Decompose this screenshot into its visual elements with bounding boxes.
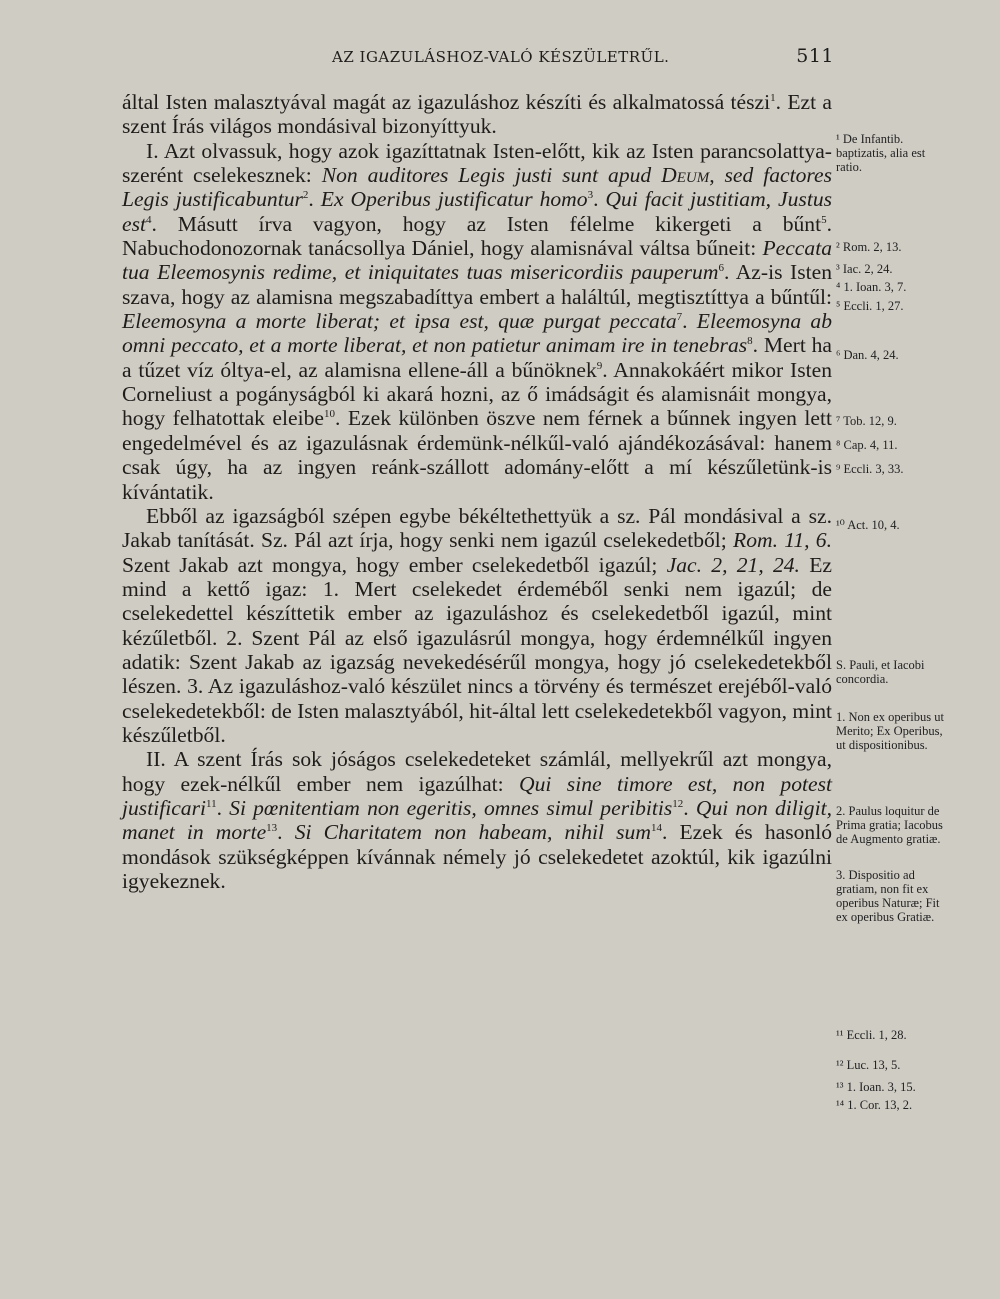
margin-note: ⁹ Eccli. 3, 33. <box>836 462 904 476</box>
text-run: . Ezek különben öszve nem férnek a bűnnek ingyen lett engedelmével és az igazulásnak érdemünk-nélkűl-való ajándékozásával: hanem csak úgy, ha az ingyen reánk-szállott adomány-előtt a mí készűletünk-is kívántatik. <box>122 406 832 504</box>
margin-note: ¹⁰ Act. 10, 4. <box>836 518 900 532</box>
text-run: . Nabuchodonozornak tanácsollya Dániel, hogy alamisnával váltsa bűneit: <box>122 211 832 261</box>
margin-note: 1. Non ex operibus ut Merito; Ex Operibus, ut dispositionibus. <box>836 710 944 752</box>
text-run: I. Azt olvassuk, hogy azok igazíttatnak Isten-előtt, kik az Isten parancsolattya-szerént cselekesznek: <box>122 138 832 188</box>
footnote-ref: 5 <box>821 213 827 226</box>
small-caps-word: Deum <box>661 163 710 188</box>
footnote-ref: 9 <box>596 359 603 372</box>
text-run: . Ezek és hasonló mondások szükségképpen kívánnak némely jó cselekedetet azoktúl, kik igazúlni igyekeznek. <box>122 820 832 893</box>
footnote-ref: 10 <box>323 408 335 421</box>
margin-note: ⁶ Dan. 4, 24. <box>836 348 899 362</box>
margin-note: ¹³ 1. Ioan. 3, 15. <box>836 1080 916 1094</box>
footnote-ref: 8 <box>747 335 753 348</box>
paragraph-1 <box>122 90 832 139</box>
footnote-ref: 13 <box>266 822 278 835</box>
text-run: . Másutt írva vagyon, hogy az Isten félelme kikergeti a bűnt <box>151 211 822 236</box>
text-run: Ez mind a kettő igaz: 1. Mert cselekedet érdeméből senki nem igazúl; de cselekedettel készíttetik ember az igazuláshoz és cselekedetből igazúl, mint kézűletből. 2. Szent Pál az első igazulásrúl mongya, hogy érdemnélkűl ingyen adatik: Szent Jakab az igazság nevekedésérűl mongya, hogy jó cselekedetekből lészen. 3. Az igazuláshoz-való készület nincs a törvény és természet erejéből-való cselekedetekből: de Isten malasztyából, hit-által lett cselekedetekből vagyon, mint készűletből. <box>122 552 832 747</box>
latin-quote: Non auditores Legis justi sunt apud <box>321 163 662 188</box>
citation: Rom. 11, 6. <box>733 528 832 553</box>
text-run: . <box>682 309 697 334</box>
margin-note: ⁴ 1. Ioan. 3, 7. <box>836 280 907 294</box>
margin-note: S. Pauli, et Iacobi concordia. <box>836 658 925 686</box>
footnote-ref: 1 <box>770 92 776 104</box>
text-run: . Az-is Isten szava, hogy az alamisna megszabadíttya embert a haláltúl, megtisztíttya a bűntűl: <box>122 260 832 309</box>
latin-quote: Eleemosyna a morte liberat; et ipsa est, quæ purgat peccata <box>122 309 677 334</box>
footnote-ref: 6 <box>718 262 724 275</box>
text-run: Ebből az igazságból szépen egybe békéltethettyük a sz. Pál mondásival a sz. Jakab tanítását. Sz. Pál azt írja, hogy senki nem igazúl cselekedetből; <box>122 503 832 553</box>
margin-note: ⁸ Cap. 4, 11. <box>836 438 898 452</box>
latin-quote: Si pœnitentiam non egeritis, omnes simul peribitis <box>229 795 673 820</box>
paragraph-2 <box>122 139 832 504</box>
footnote-ref: 4 <box>146 213 152 226</box>
footnote-ref: 12 <box>672 797 684 810</box>
latin-quote: , sed factores Legis justificabuntur <box>122 163 832 212</box>
footnote-ref: 3 <box>587 189 594 202</box>
footnote-ref: 7 <box>676 311 683 324</box>
margin-note: ¹⁴ 1. Cor. 13, 2. <box>836 1098 913 1112</box>
margin-note: ¹¹ Eccli. 1, 28. <box>836 1028 907 1042</box>
text-run: . <box>216 795 230 820</box>
margin-note: 3. Dispositio ad gratiam, non fit ex operibus Naturæ; Fit ex operibus Gratiæ. <box>836 868 940 924</box>
latin-quote: Si Charitatem non habeam, nihil sum <box>294 820 651 845</box>
margin-note: ¹ De Infantib. baptizatis, alia est ratio. <box>836 132 926 174</box>
running-title: AZ IGAZULÁSHOZ-VALÓ KÉSZÜLETRŰL. <box>332 48 670 66</box>
text-run: . <box>593 187 606 212</box>
latin-quote: Qui sine timore est, non potest justificari <box>122 771 832 820</box>
text-run: . Mert ha a tűzet víz óltya-el, az alamisna ellene-áll a bűnöknek <box>122 333 832 382</box>
footnote-ref: 14 <box>650 822 662 835</box>
footnote-ref: 2 <box>302 189 309 202</box>
latin-quote: Qui facit justitiam, Justus est <box>122 187 833 236</box>
text-run: . <box>683 795 696 820</box>
latin-quote: Eleemosyna ab omni peccato, et a morte liberat, et non patietur animam ire in tenebras <box>122 309 832 358</box>
paragraph-3 <box>122 504 832 747</box>
margin-note: 2. Paulus loquitur de Prima gratia; Iacobus de Augmento gratiæ. <box>836 804 943 846</box>
footnote-ref: 11 <box>205 797 217 810</box>
margin-note: ⁵ Eccli. 1, 27. <box>836 299 904 313</box>
margin-note: ⁷ Tob. 12, 9. <box>836 414 897 428</box>
text-run: . <box>308 187 321 212</box>
paragraph-4 <box>122 747 832 893</box>
latin-quote: Qui non diligit, manet in morte <box>122 795 832 845</box>
latin-quote: Peccata tua Eleemosynis redime, et iniquitates tuas misericordiis pauperum <box>122 236 832 285</box>
text-run: . Ezt a szent Írás világos mondásival bizonyíttyuk. <box>122 90 832 139</box>
citation: Jac. 2, 21, 24. <box>666 552 800 577</box>
margin-note: ³ Iac. 2, 24. <box>836 262 893 276</box>
text-run: Szent Jakab azt mongya, hogy ember cselekedetből igazúl; <box>122 552 667 577</box>
margin-note: ¹² Luc. 13, 5. <box>836 1058 901 1072</box>
text-run: . <box>277 820 295 845</box>
page-number: 511 <box>796 45 834 67</box>
text-run: . Annakokáért mikor Isten Corneliust a pogányságból ki akará hozni, az ő imádságit és alamisnáit mongya, hogy felhatottak eleibe <box>122 357 832 431</box>
text-run: által Isten malasztyával magát az igazuláshoz készíti és alkalmatossá tészi <box>122 90 771 114</box>
text-run: II. A szent Írás sok jóságos cselekedeteket számlál, mellyekrűl azt mongya, hogy ezek-nélkűl ember nem igazúlhat: <box>122 747 832 796</box>
margin-note: ² Rom. 2, 13. <box>836 240 902 254</box>
latin-quote: Ex Operibus justificatur homo <box>320 187 588 212</box>
main-text <box>122 90 832 893</box>
